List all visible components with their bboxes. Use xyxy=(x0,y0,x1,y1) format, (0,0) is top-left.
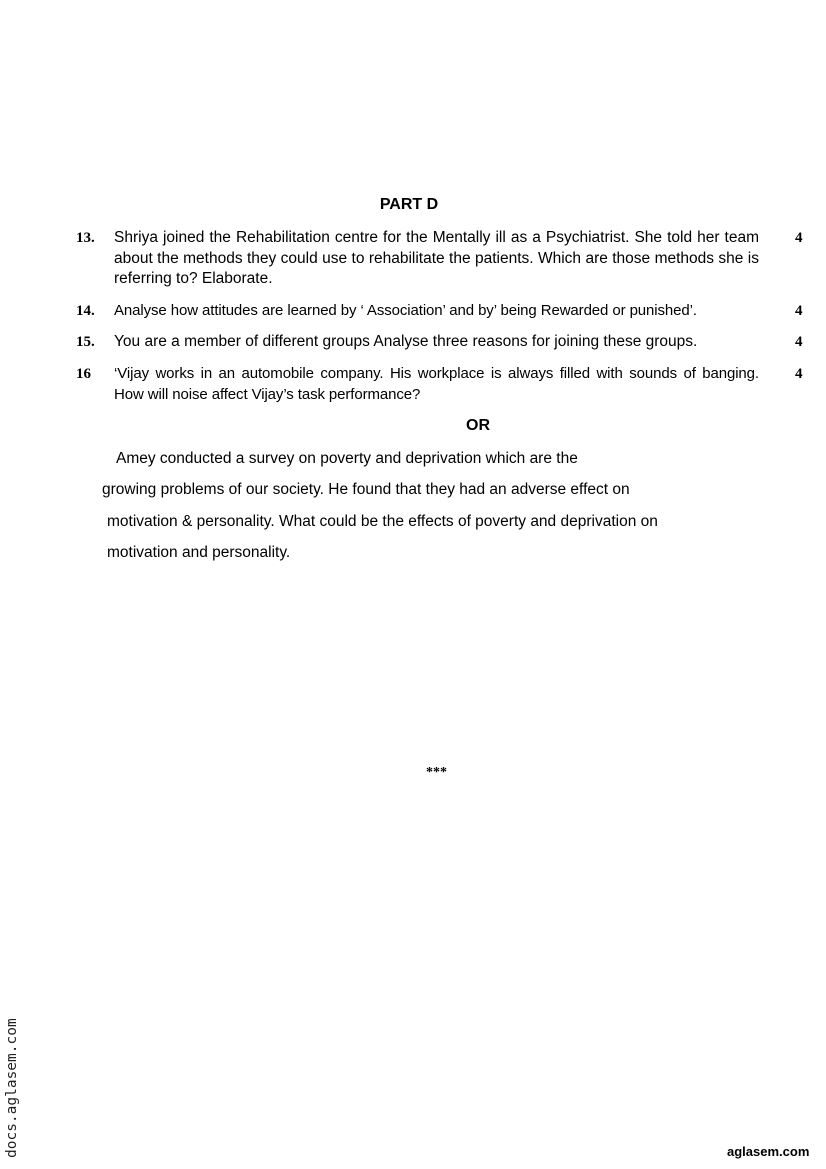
question-text: Shriya joined the Rehabilitation centre for the Mentally ill as a Psychiatrist. She told her team about the methods they could use to rehabilitate the patients. Which are those methods she is referring to? Elaborate. xyxy=(114,229,759,287)
question-text: ‘Vijay works in an automobile company. His workplace is always filled with sounds of banging. How will noise affect Vijay’s task performance? xyxy=(114,365,759,403)
question-marks: 4 xyxy=(795,303,803,319)
question-number: 16 xyxy=(76,366,91,382)
question-number: 15. xyxy=(76,334,95,350)
question-marks: 4 xyxy=(795,334,803,350)
watermark: docs.aglasem.com xyxy=(4,1018,20,1158)
or-separator: OR xyxy=(466,417,490,434)
section-title: PART D xyxy=(379,196,439,213)
question-number: 14. xyxy=(76,303,95,319)
question-marks: 4 xyxy=(795,366,803,382)
or-question-line: motivation and personality. xyxy=(107,544,291,561)
or-question-line: Amey conducted a survey on poverty and deprivation which are the xyxy=(116,450,578,467)
question-number: 13. xyxy=(76,230,95,246)
question-text: Analyse how attitudes are learned by ‘ Association’ and by’ being Rewarded or punished’. xyxy=(114,302,697,319)
end-marker: *** xyxy=(426,765,447,780)
question-marks: 4 xyxy=(795,230,803,246)
question-text: You are a member of different groups Analyse three reasons for joining these groups. xyxy=(114,333,698,350)
or-question-line: growing problems of our society. He found that they had an adverse effect on xyxy=(102,481,630,498)
or-question-line: motivation & personality. What could be the effects of poverty and deprivation on xyxy=(107,513,658,530)
footer-brand: aglasem.com xyxy=(727,1144,810,1159)
